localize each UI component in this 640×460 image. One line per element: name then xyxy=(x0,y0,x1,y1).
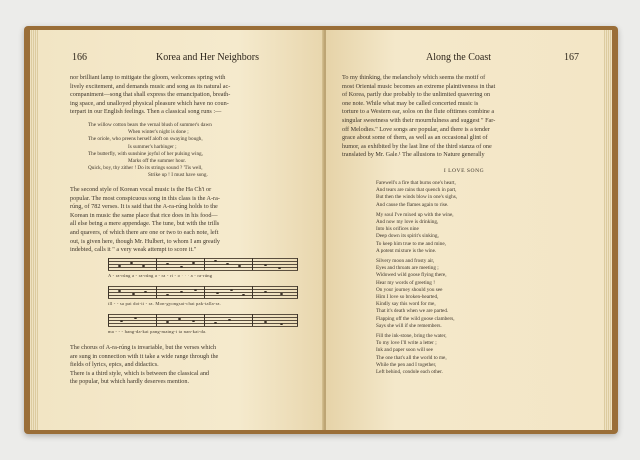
right-intro-paragraph xyxy=(342,74,586,160)
left-intro-paragraph xyxy=(70,74,308,117)
text-line: nor brilliant lamp to mitigate the gloom, welcomes spring with xyxy=(70,74,226,81)
text-line: most Oriental music becomes an extreme plaintiveness in that xyxy=(342,82,496,90)
poem-line: Fill the ink-stone, bring the water, xyxy=(376,333,447,340)
text-line: and quavers, of which there are one or two to each note, left xyxy=(70,228,219,236)
poem-line: Silvery moon and frosty air, xyxy=(376,258,435,265)
right-page xyxy=(326,30,604,430)
text-line: of Korea, partly due probably to the unlimited quavering on xyxy=(342,91,491,99)
left-running-head: Korea and Her Neighbors xyxy=(156,52,260,63)
poem-line: To my love I'll write a letter ; xyxy=(376,340,437,347)
music-lyric-line: ill - - sa pai doi-ii - ra. Mon-gyongsai-chai pak-talla-ra. xyxy=(108,301,221,306)
text-line: Korean in music the same place that rice does in his food— xyxy=(70,211,218,219)
music-staff-3 xyxy=(108,312,298,338)
left-page-number: 166 xyxy=(72,52,87,63)
poem-line: The willow cotton bears the vernal blush of summer's dawn xyxy=(88,122,212,128)
left-closing-paragraph xyxy=(70,344,308,387)
second-style-paragraph xyxy=(70,186,308,255)
text-line: the popular, but which hardly deserves mention. xyxy=(70,378,190,386)
poem-line: While the pen and I together, xyxy=(376,361,437,368)
poem-line: Quick, boy, thy zither ! Do its strings sound ? 'Tis well, xyxy=(88,165,203,172)
text-line: out, is given here, though Mr. Hulbert, to whom I am greatly xyxy=(70,237,221,245)
poem-line: And tears are rains that quench in part, xyxy=(376,187,457,194)
text-line: popular. The most conspicuous song in this class is the A-ra- xyxy=(70,194,220,202)
poem-line: Marks off the summer hour. xyxy=(128,158,186,165)
text-line: ing space, and unalloyed physical pleasure which have no coun- xyxy=(70,99,229,107)
music-lyric-line: ma - - - hang-da-kai pang-maing-i ta nan-kai-da. xyxy=(108,329,207,334)
poem-stanza xyxy=(376,258,576,330)
poem-line: And now my love is drinking, xyxy=(376,219,439,226)
poem-line: The butterfly, with sunshine joyful of her pulsing wing, xyxy=(88,150,203,157)
poem-line: When winter's night is done ; xyxy=(128,129,189,136)
text-line: humor, as exhibited by the last line of the third stanza of one xyxy=(342,142,492,150)
poem-line: That it's death when we are parted. xyxy=(376,308,449,315)
music-staff-1 xyxy=(108,256,298,282)
text-line: There is a third style, which is between the classical and xyxy=(70,369,210,377)
right-running-head: Along the Coast xyxy=(426,52,491,63)
right-page-number: 167 xyxy=(564,52,579,63)
text-line: lively excitement, and demands music and song as its natural ac- xyxy=(70,82,231,90)
text-line: translated by Mr. Gale.¹ The allusions to Nature generally xyxy=(342,151,485,159)
poem-line: On your journey should you see xyxy=(376,286,443,293)
poem-line: Says she will if she remembers. xyxy=(376,322,442,329)
text-line: off Melodies." Love songs are popular, and there is a tender xyxy=(342,125,490,133)
poem-line: Into his orifices nine xyxy=(376,226,419,233)
poem-line: A potent mixture is the wine. xyxy=(376,247,437,254)
text-line: companiment—song that shall express the emancipation, breath- xyxy=(70,91,231,99)
page-edges-left xyxy=(30,30,38,430)
poem-line: Is summer's harbinger ; xyxy=(128,143,177,150)
poem-line: Hear my words of greeting ! xyxy=(376,279,435,286)
text-line: are sung in connection with it take a wide range through the xyxy=(70,352,219,360)
poem-line: Him I love so broken-hearted, xyxy=(376,294,439,301)
text-line: The second style of Korean vocal music is the Ha Ch'i or xyxy=(70,186,212,193)
left-page xyxy=(38,30,324,430)
poem-line: Kindly say this word for me, xyxy=(376,301,436,308)
music-lyric-line: A - ra-rúng a - ra-rúng a - ra - ri - o · · · a - ra-rúng xyxy=(108,273,213,278)
poem-line: Flapping off the wild goose clambers, xyxy=(376,315,455,322)
text-line: indebted, calls it " a very weak attempt to score it." xyxy=(70,246,197,254)
poem-stanza xyxy=(376,333,576,376)
text-line: one note. While what may be called concerted music is xyxy=(342,99,479,107)
classical-poem xyxy=(88,122,308,180)
poem-line: Ink and paper soon will see xyxy=(376,347,433,354)
poem-line: Left behind, condole each other. xyxy=(376,369,443,376)
text-line: grace about some of them, as well as an occasional glint of xyxy=(342,134,488,142)
text-line: singular sweetness with their mournfulness and suggest " Far- xyxy=(342,116,496,124)
music-staff-2 xyxy=(108,284,298,310)
poem-line: Widowed wild goose flying there, xyxy=(376,272,447,279)
poem-line: The oriole, who preens herself aloft on swaying bough, xyxy=(88,136,203,143)
text-line: torture to a Western ear, solos on the flute ofttimes combine a xyxy=(342,108,495,116)
poem-line: My soul I've mixed up with the wine, xyxy=(376,211,454,218)
text-line: To my thinking, the melancholy which seems the motif of xyxy=(342,74,486,81)
poem-line: But then the winds blow in one's sighs, xyxy=(376,194,458,201)
poem-line: Deep down its spirit's sinking, xyxy=(376,233,439,240)
poem-line: To keep him true to me and mine, xyxy=(376,240,446,247)
poem-stanza xyxy=(376,180,576,209)
text-line: all else being a mere appendage. The tune, but with the trills xyxy=(70,220,220,228)
poem-line: Farewell's a fire that burns one's heart, xyxy=(376,180,456,186)
poem-line: And cause the flames again to rise. xyxy=(376,201,449,208)
poem-line: Eyes and throats are meeting ; xyxy=(376,265,439,272)
text-line: rúng, of 782 verses. It is said that the A-ra-rúng holds to the xyxy=(70,203,218,211)
song-title: I LOVE SONG xyxy=(443,168,485,174)
poem-line: Strike up ! I must have song. xyxy=(148,172,208,179)
page-edges-right xyxy=(604,30,612,430)
text-line: The chorus of A-ra-rúng is invariable, but the verses which xyxy=(70,344,217,351)
text-line: terpart in our English feelings. Then a classical song runs :— xyxy=(70,108,222,116)
love-song xyxy=(376,180,576,376)
poem-line: The one that's all the world to me, xyxy=(376,354,447,361)
poem-stanza xyxy=(376,212,576,255)
text-line: fields of lyrics, epics, and didactics. xyxy=(70,361,159,369)
